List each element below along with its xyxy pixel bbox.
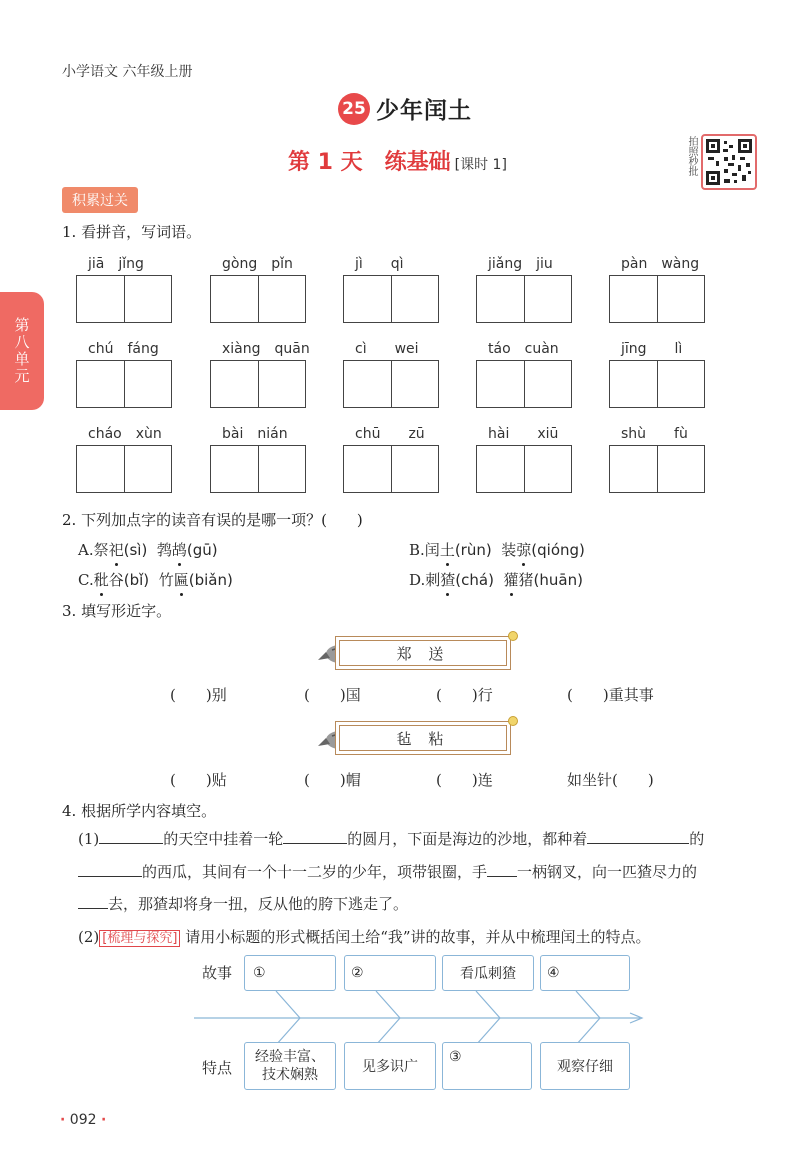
passage-text: 的圆月，下面是海边的沙地，都种着 xyxy=(347,830,588,848)
similar-chars-sign-2 xyxy=(335,721,511,755)
q4-passage-line-1 xyxy=(78,823,768,856)
story-label: 故事 xyxy=(202,964,233,982)
word-writing-box[interactable] xyxy=(476,360,572,408)
word-writing-box[interactable] xyxy=(210,360,306,408)
word-writing-box[interactable] xyxy=(476,275,572,323)
char-cell[interactable] xyxy=(658,446,705,492)
option-pinyin: (biǎn) xyxy=(188,571,233,589)
option-letter: A. xyxy=(78,541,94,559)
passage-text: 的西瓜，其间有一个十一二岁的少年，项带银圈，手 xyxy=(142,863,488,881)
trait-box-4: 观察仔细 xyxy=(540,1042,630,1090)
lesson-number-badge: 25 xyxy=(338,93,370,125)
dotted-char: 祀 xyxy=(108,541,124,559)
q4-title: 4. 根据所学内容填空。 xyxy=(62,802,217,820)
q2-option-b[interactable] xyxy=(409,539,585,560)
dotted-char: 鸪 xyxy=(171,541,187,559)
sign-knob xyxy=(508,631,518,641)
option-pinyin: (bǐ) xyxy=(123,571,150,589)
qr-code-icon[interactable] xyxy=(701,134,757,190)
q3-title: 3. 填写形近字。 xyxy=(62,602,172,620)
q4-passage-line-3 xyxy=(78,888,768,921)
pinyin-label: gòng pǐn xyxy=(222,256,293,272)
word-writing-box[interactable] xyxy=(609,360,705,408)
q2-option-a[interactable] xyxy=(78,539,218,560)
trait-box-2: 见多识广 xyxy=(344,1042,436,1090)
char-cell[interactable] xyxy=(477,361,525,407)
char-cell[interactable] xyxy=(211,361,259,407)
q3-blank-2-1[interactable]: ( )贴 xyxy=(170,771,227,789)
lesson-name: 少年闰土 xyxy=(376,98,472,124)
day-title xyxy=(288,145,507,176)
fill-blank[interactable] xyxy=(78,893,108,909)
word-writing-box[interactable] xyxy=(210,445,306,493)
trait-box-1: 经验丰富、技术娴熟 xyxy=(244,1042,336,1090)
day-title-text: 第 1 天 练基础 xyxy=(288,150,451,175)
q3-blank-2-3[interactable]: ( )连 xyxy=(436,771,493,789)
lesson-title xyxy=(338,92,472,125)
option-char: 竹 xyxy=(158,571,174,589)
char-cell[interactable] xyxy=(392,276,439,322)
pinyin-label: táo cuàn xyxy=(488,341,559,357)
option-char: 刺 xyxy=(425,571,441,589)
similar-chars-1: 郑 送 xyxy=(339,640,507,666)
q4-sub2 xyxy=(78,921,778,955)
char-cell[interactable] xyxy=(77,446,125,492)
char-cell[interactable] xyxy=(344,276,392,322)
option-char: 鹁 xyxy=(156,541,172,559)
pinyin-label: chū zū xyxy=(355,426,425,442)
char-cell[interactable] xyxy=(610,446,658,492)
pinyin-label: shù fù xyxy=(621,426,688,442)
qr-label: 拍照秒批 xyxy=(686,136,697,176)
char-cell[interactable] xyxy=(259,276,306,322)
book-header: 小学语文 六年级上册 xyxy=(62,64,193,80)
char-cell[interactable] xyxy=(211,276,259,322)
word-writing-box[interactable] xyxy=(609,445,705,493)
char-cell[interactable] xyxy=(77,276,125,322)
qr-section[interactable] xyxy=(683,134,759,190)
pinyin-label: bài nián xyxy=(222,426,288,442)
option-letter: C. xyxy=(78,571,94,589)
q2-title: 2. 下列加点字的读音有误的是哪一项？( ) xyxy=(62,511,363,529)
similar-chars-2: 毡 粘 xyxy=(339,725,507,751)
q4-sub2-text: 请用小标题的形式概括闰土给“我”讲的故事，并从中梳理闰土的特点。 xyxy=(185,928,651,946)
word-writing-box[interactable] xyxy=(76,360,172,408)
word-writing-box[interactable] xyxy=(476,445,572,493)
dot-right: · xyxy=(100,1112,107,1128)
pinyin-label: jīng lì xyxy=(621,341,683,357)
dot-left: · xyxy=(60,1112,66,1128)
char-cell[interactable] xyxy=(259,446,306,492)
option-pinyin: (huān) xyxy=(533,571,583,589)
q3-blank-1-4[interactable]: ( )重其事 xyxy=(567,686,654,704)
q1-title: 1. 看拼音，写词语。 xyxy=(62,223,202,241)
char-cell[interactable] xyxy=(211,446,259,492)
lesson-period-tag: [课时 1] xyxy=(454,157,507,173)
char-cell[interactable] xyxy=(658,361,705,407)
option-char: 谷 xyxy=(108,571,124,589)
pinyin-label: xiàng quān xyxy=(222,341,310,357)
sign-knob xyxy=(508,716,518,726)
option-char: 装 xyxy=(501,541,517,559)
word-writing-box[interactable] xyxy=(76,445,172,493)
pinyin-label: jì qì xyxy=(355,256,404,272)
story-box-3: 看瓜刺猹 xyxy=(442,955,534,991)
char-cell[interactable] xyxy=(392,361,439,407)
char-cell[interactable] xyxy=(125,446,172,492)
dotted-char: 土 xyxy=(439,541,455,559)
section-badge: 积累过关 xyxy=(62,187,138,213)
word-writing-box[interactable] xyxy=(609,275,705,323)
char-cell[interactable] xyxy=(344,361,392,407)
q4-sub-number: (1) xyxy=(78,830,100,848)
option-pinyin: (qióng) xyxy=(531,541,585,559)
char-cell[interactable] xyxy=(477,276,525,322)
q3-blank-2-4[interactable]: 如坐针( ) xyxy=(567,771,654,789)
passage-text: 的 xyxy=(689,830,705,848)
fill-blank[interactable] xyxy=(487,861,517,877)
q3-blank-1-3[interactable]: ( )行 xyxy=(436,686,493,704)
dotted-char: 秕 xyxy=(93,571,109,589)
word-writing-box[interactable] xyxy=(210,275,306,323)
fill-blank[interactable] xyxy=(587,828,689,844)
trait-label: 特点 xyxy=(202,1059,233,1077)
dotted-char: 猹 xyxy=(440,571,456,589)
fill-blank[interactable] xyxy=(283,828,347,844)
pinyin-label: hài xiū xyxy=(488,426,559,442)
word-writing-box[interactable] xyxy=(343,360,439,408)
fill-blank[interactable] xyxy=(78,861,142,877)
trait-box-3[interactable]: ③ xyxy=(442,1042,532,1090)
option-pinyin: (sì) xyxy=(123,541,148,559)
option-char: 闰 xyxy=(424,541,440,559)
q4-sub-number: (2) xyxy=(78,928,100,946)
explore-tag: [梳理与探究] xyxy=(99,930,180,947)
option-pinyin: (gū) xyxy=(186,541,218,559)
char-cell[interactable] xyxy=(525,361,572,407)
q4-passage-line-2 xyxy=(78,856,768,889)
pinyin-label: cì wei xyxy=(355,341,419,357)
char-cell[interactable] xyxy=(525,276,572,322)
q3-blank-1-1[interactable]: ( )别 xyxy=(170,686,227,704)
fill-blank[interactable] xyxy=(99,828,163,844)
char-cell[interactable] xyxy=(125,361,172,407)
char-cell[interactable] xyxy=(77,361,125,407)
word-writing-box[interactable] xyxy=(343,275,439,323)
option-pinyin: (chá) xyxy=(455,571,494,589)
char-cell[interactable] xyxy=(658,276,705,322)
q2-option-c[interactable] xyxy=(78,569,233,590)
char-cell[interactable] xyxy=(392,446,439,492)
char-cell[interactable] xyxy=(259,361,306,407)
option-letter: D. xyxy=(409,571,426,589)
char-cell[interactable] xyxy=(610,361,658,407)
char-cell[interactable] xyxy=(525,446,572,492)
dotted-char: 匾 xyxy=(173,571,189,589)
char-cell[interactable] xyxy=(477,446,525,492)
unit-side-tab xyxy=(0,292,44,410)
dotted-char: 弶 xyxy=(516,541,532,559)
pinyin-label: cháo xùn xyxy=(88,426,162,442)
q3-blank-1-2[interactable]: ( )国 xyxy=(304,686,361,704)
page-number-text: 092 xyxy=(69,1112,97,1128)
page-number xyxy=(60,1112,106,1128)
pinyin-label: jiǎng jiu xyxy=(488,256,553,272)
option-char: 祭 xyxy=(93,541,109,559)
similar-chars-sign-1 xyxy=(335,636,511,670)
passage-text: 去，那猹却将身一扭，反从他的胯下逃走了。 xyxy=(108,895,409,913)
option-char: 猪 xyxy=(518,571,534,589)
pinyin-label: jiā jǐng xyxy=(88,256,144,272)
word-writing-box[interactable] xyxy=(343,445,439,493)
passage-text: 一柄钢叉，向一匹猹尽力的 xyxy=(517,863,698,881)
unit-side-tab-label: 第八单元 xyxy=(12,317,31,385)
char-cell[interactable] xyxy=(344,446,392,492)
pinyin-label: pàn wàng xyxy=(621,256,700,272)
pinyin-label: chú fáng xyxy=(88,341,159,357)
story-box-1[interactable]: ① xyxy=(244,955,336,991)
dotted-char: 獾 xyxy=(503,571,519,589)
char-cell[interactable] xyxy=(125,276,172,322)
q3-blank-2-2[interactable]: ( )帽 xyxy=(304,771,361,789)
char-cell[interactable] xyxy=(610,276,658,322)
word-writing-box[interactable] xyxy=(76,275,172,323)
option-letter: B. xyxy=(409,541,425,559)
story-box-4[interactable]: ④ xyxy=(540,955,630,991)
passage-text: 的天空中挂着一轮 xyxy=(163,830,284,848)
option-pinyin: (rùn) xyxy=(454,541,492,559)
story-box-2[interactable]: ② xyxy=(344,955,436,991)
q2-option-d[interactable] xyxy=(409,569,583,590)
